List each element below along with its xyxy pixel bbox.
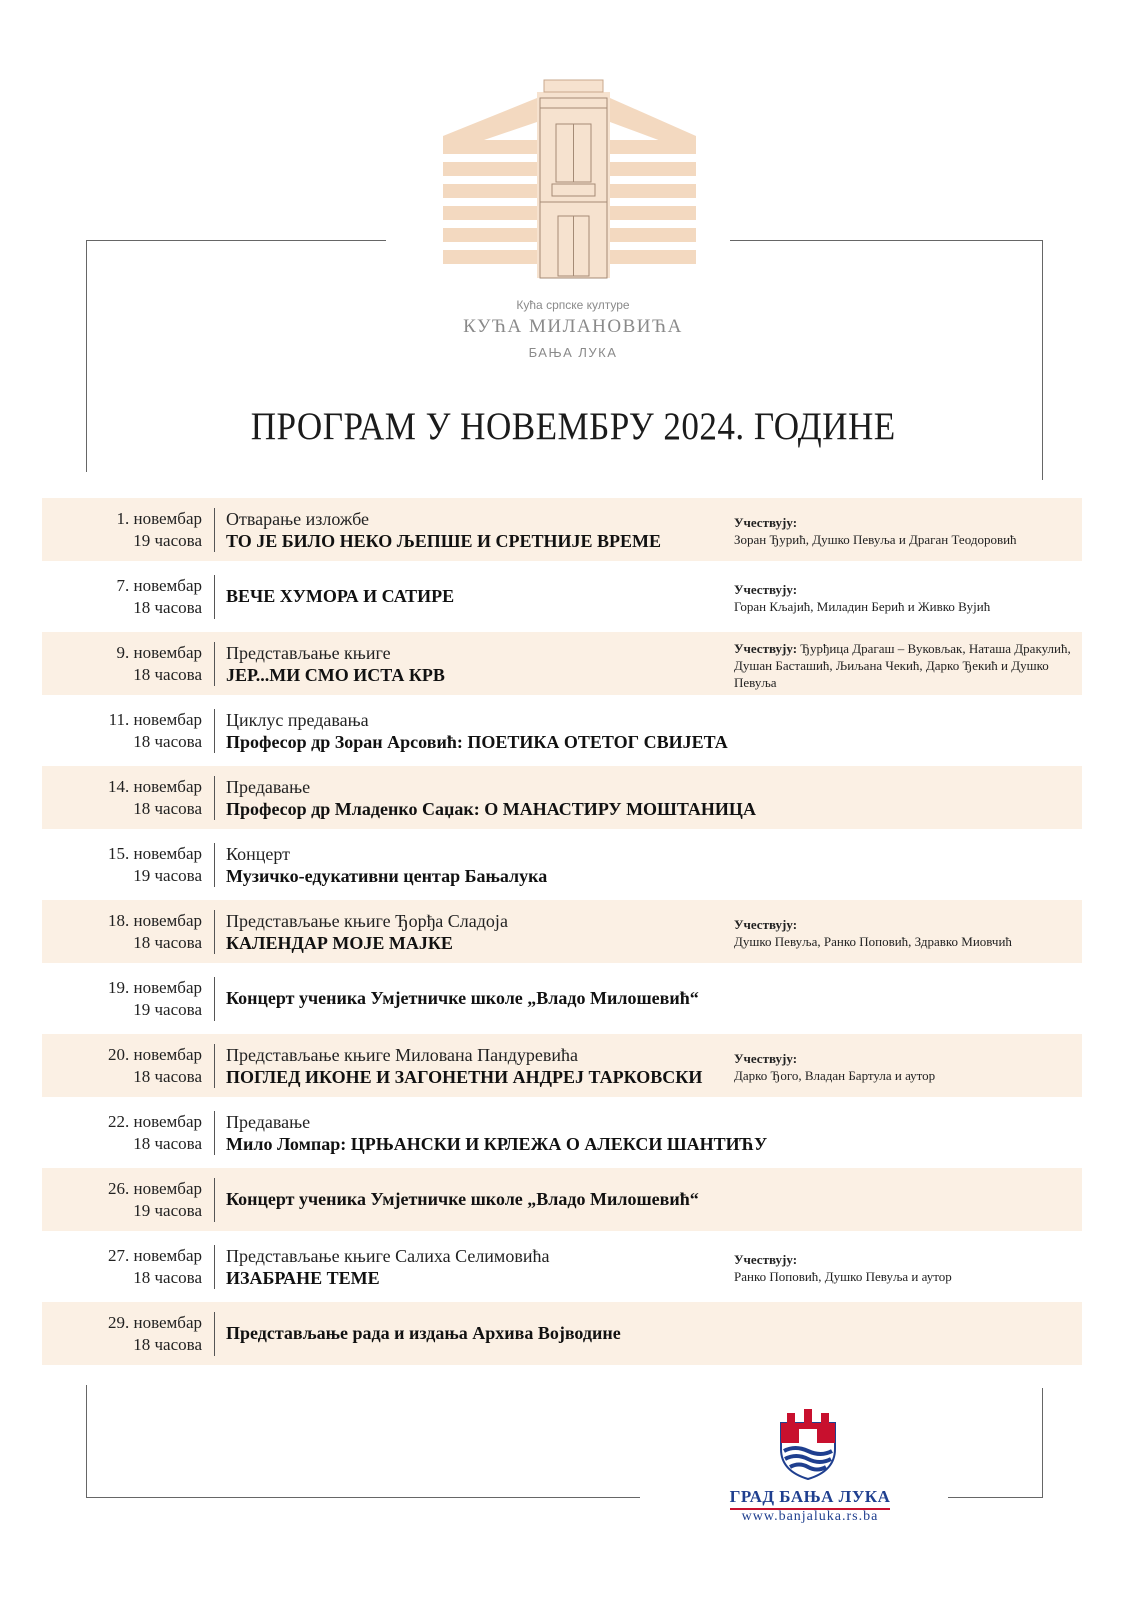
frame-top-left — [86, 240, 386, 241]
program-row — [42, 1302, 1082, 1365]
divider — [214, 776, 215, 820]
event-date: 27. новембар 18 часова — [107, 1246, 202, 1287]
divider — [214, 910, 215, 954]
divider — [214, 508, 215, 552]
program-list — [42, 498, 1082, 1369]
participants: Учествују: Зоран Ђурић, Душко Певуља и Драган Теодоровић — [734, 515, 1017, 547]
program-row — [42, 766, 1082, 829]
event-info: Представљање књиге Салиха Селимовића ИЗАБРАНЕ ТЕМЕ — [226, 1246, 550, 1288]
org-subtitle: Кућа српске културе — [516, 298, 630, 312]
divider — [214, 709, 215, 753]
event-date: 9. новембар 18 часова — [116, 643, 202, 684]
event-date: 7. новембар 18 часова — [116, 576, 202, 617]
event-info: Отварање изложбе ТО ЈЕ БИЛО НЕКО ЉЕПШЕ И СРЕТНИЈЕ ВРЕМЕ — [226, 509, 662, 551]
participants: Учествују: Ранко Поповић, Душко Певуља и аутор — [734, 1252, 952, 1284]
frame-bottom-left — [86, 1497, 640, 1498]
building-logo-icon — [440, 78, 700, 288]
program-row — [42, 632, 1082, 695]
event-date: 20. новембар 18 часова — [107, 1045, 202, 1086]
city-name: ГРАД БАЊА ЛУКА — [729, 1487, 891, 1506]
event-date: 11. новембар 18 часова — [108, 710, 202, 751]
program-row — [42, 1101, 1082, 1164]
program-row — [42, 900, 1082, 963]
divider — [214, 1245, 215, 1289]
divider — [214, 843, 215, 887]
divider — [214, 1178, 215, 1222]
event-info: ВЕЧЕ ХУМОРА И САТИРЕ — [226, 586, 455, 606]
event-info: Концерт ученика Умјетничке школе „Владо Милошевић“ — [226, 988, 699, 1008]
event-date: 15. новембар 19 часова — [107, 844, 202, 885]
event-info: Представљање рада и издања Архива Војводине — [226, 1323, 621, 1343]
program-row — [42, 1235, 1082, 1298]
program-row — [42, 833, 1082, 896]
divider — [214, 642, 215, 686]
event-info: Представљање књиге ЈЕР...МИ СМО ИСТА КРВ — [226, 643, 445, 685]
divider — [214, 575, 215, 619]
event-info: Предавање Мило Ломпар: ЦРЊАНСКИ И КРЛЕЖА О АЛЕКСИ ШАНТИЋУ — [226, 1112, 768, 1154]
frame-left-bottom — [86, 1385, 87, 1497]
event-info: Представљање књиге Милована Пандуревића ПОГЛЕД ИКОНЕ И ЗАГОНЕТНИ АНДРЕЈ ТАРКОВСКИ — [226, 1045, 703, 1087]
divider — [214, 1111, 215, 1155]
event-date: 14. новембар 18 часова — [107, 777, 202, 818]
frame-bottom-right — [948, 1497, 1043, 1498]
divider — [214, 1044, 215, 1088]
divider — [214, 977, 215, 1021]
event-date: 26. новембар 19 часова — [107, 1179, 202, 1220]
city-coat-of-arms-icon — [777, 1405, 839, 1480]
event-info: Предавање Професор др Младенко Саџак: О МАНАСТИРУ МОШТАНИЦА — [226, 777, 756, 819]
participants: Учествују: Душко Певуља, Ранко Поповић, Здравко Миовчић — [734, 917, 1012, 949]
participants: Учествују: Дарко Ђого, Владан Бартула и аутор — [734, 1051, 936, 1083]
program-row — [42, 498, 1082, 561]
event-info: Концерт Музичко-едукативни центар Бањалука — [226, 844, 548, 886]
program-row — [42, 699, 1082, 762]
org-name: КУЋА МИЛАНОВИЋА — [463, 316, 683, 337]
frame-top-right — [730, 240, 1043, 241]
event-date: 18. новембар 18 часова — [107, 911, 202, 952]
page-title: ПРОГРАМ У НОВЕМБРУ 2024. ГОДИНЕ — [250, 405, 896, 448]
participants: Учествују: Горан Кљајић, Миладин Берић и Живко Вујић — [734, 582, 991, 614]
program-row — [42, 967, 1082, 1030]
event-info: Циклус предавања Професор др Зоран Арсовић: ПОЕТИКА ОТЕТОГ СВИЈЕТА — [226, 710, 728, 752]
event-date: 19. новембар 19 часова — [107, 978, 202, 1019]
event-date: 22. новембар 18 часова — [107, 1112, 202, 1153]
frame-right-bottom — [1042, 1388, 1043, 1498]
event-info: Представљање књиге Ђорђа Сладоја КАЛЕНДАР МОЈЕ МАЈКЕ — [226, 911, 508, 953]
program-row — [42, 565, 1082, 628]
divider — [214, 1312, 215, 1356]
event-date: 29. новембар 18 часова — [107, 1313, 202, 1354]
program-row — [42, 1168, 1082, 1231]
participants: Учествују: Ђурђица Драгаш – Вуковљак, Наташа Дракулић, Душан Басташић, Љиљана Чекић, Дарко Ђекић и Душко Певуља — [734, 641, 1071, 690]
program-row — [42, 1034, 1082, 1097]
org-city: БАЊА ЛУКА — [528, 345, 618, 360]
event-info: Концерт ученика Умјетничке школе „Владо Милошевић“ — [226, 1189, 699, 1209]
city-url: www.banjaluka.rs.ba — [741, 1509, 879, 1524]
event-date: 1. новембар 19 часова — [116, 509, 202, 550]
